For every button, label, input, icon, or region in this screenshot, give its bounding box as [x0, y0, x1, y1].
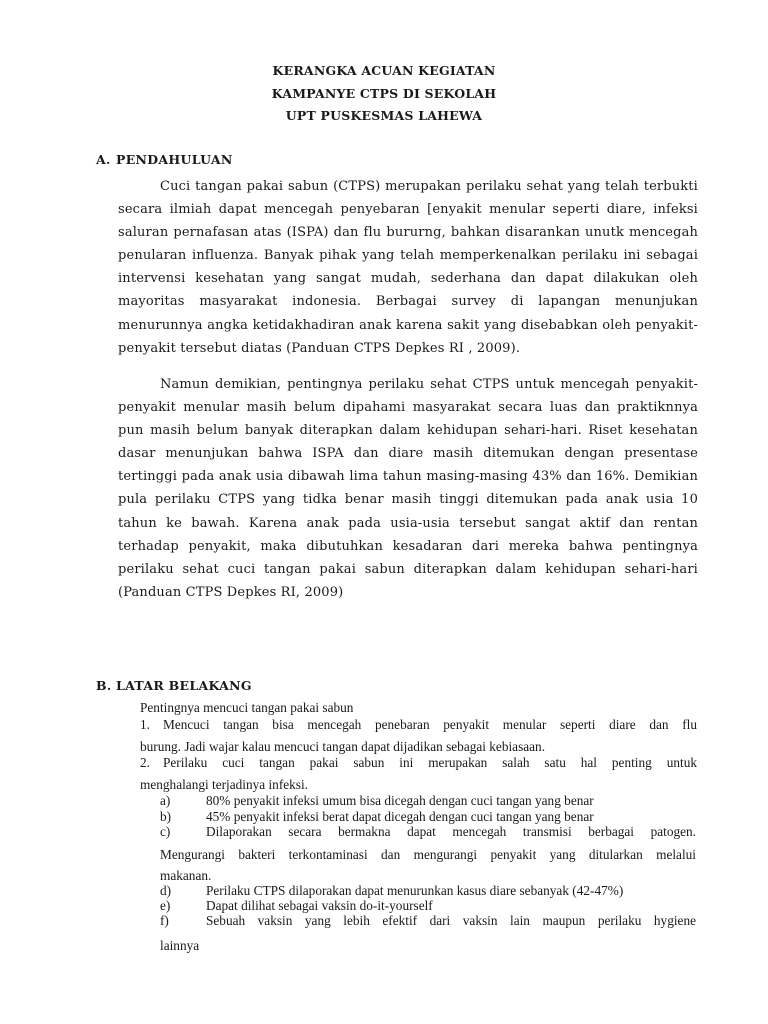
sub-item-b-text: 45% penyakit infeksi berat dapat dicegah dengan cuci tangan yang benar [206, 809, 594, 824]
paragraph-text: Namun demikian, pentingnya perilaku sehat CTPS untuk mencegah penyakit-penyakit menular masih belum dipahami masyarakat secara luas dan praktiknnya pun masih belum banyak diterapkan dalam kehidupan sehari-hari. Riset kesehatan dasar menunjukan bahwa ISPA dan diare masih ditemukan dengan presentase tertinggi pada anak usia dibawah lima tahun masing-masing 43% dan 16%. Demikian pula perilaku CTPS yang tidka benar masih tinggi ditemukan pada anak usia 10 tahun ke bawah. Karena anak pada usia-usia tersebut sangat aktif dan rentan terhadap penyakit, maka dibutuhkan kesadaran dari mereka bahwa pentingnya perilaku sehat cuci tangan pakai sabun diterapkan dalam kehidupan sehari-hari (Panduan CTPS Depkes RI, 2009) [118, 377, 698, 600]
sub-item-c-marker: c) [160, 824, 171, 839]
sub-item-a-marker: a) [160, 793, 171, 808]
title-line-1: KERANGKA ACUAN KEGIATAN [272, 63, 496, 78]
sub-item-d-text: Perilaku CTPS dilaporakan dapat menurunkan kasus diare sebanyak (42-47%) [206, 883, 624, 898]
section-b-title: LATAR BELAKANG [116, 678, 252, 693]
section-a-letter: A. [96, 152, 111, 167]
sub-item-e-text: Dapat dilihat sebagai vaksin do-it-yourself [206, 898, 433, 913]
section-b-intro: Pentingnya mencuci tangan pakai sabun [140, 700, 354, 715]
sub-item-f-line-2: lainnya [160, 938, 200, 953]
list-item-1-number: 1. [140, 717, 150, 732]
section-a-heading [96, 152, 233, 167]
sub-item-c-text: Dilaporakan secara bermakna dapat mencegah transmisi berbagai patogen. [206, 824, 696, 839]
sub-item-c-continuation-line-2: makanan. [160, 868, 212, 883]
sub-item-b-marker: b) [160, 809, 172, 824]
list-item-1-line-1: Mencuci tangan bisa mencegah penebaran penyakit menular seperti diare dan flu [163, 717, 697, 732]
section-b-letter: B. [96, 678, 112, 693]
paragraph-text: Cuci tangan pakai sabun (CTPS) merupakan perilaku sehat yang telah terbukti secara ilmiah dapat mencegah penyebaran [enyakit menular seperti diare, infeksi saluran pernafasan atas (ISPA) dan flu bururng, bahkan disarankan unutk mencegah penularan influenza. Banyak pihak yang telah memperkenalkan perilaku ini sebagai intervensi kesehatan yang sangat mudah, sederhana dan dapat dilakukan oleh mayoritas masyarakat indonesia. Berbagai survey di lapangan menunjukan menurunnya angka ketidakhadiran anak karena sakit yang disebabkan oleh penyakit-penyakit tersebut diatas (Panduan CTPS Depkes RI , 2009). [118, 179, 698, 356]
section-a-paragraph-1 [118, 175, 698, 360]
sub-item-d-marker: d) [160, 883, 172, 898]
list-item-2-number: 2. [140, 755, 150, 770]
sub-item-a-text: 80% penyakit infeksi umum bisa dicegah dengan cuci tangan yang benar [206, 793, 594, 808]
title-line-2: KAMPANYE CTPS DI SEKOLAH [271, 85, 497, 101]
sub-item-c-continuation-line-1: Mengurangi bakteri terkontaminasi dan mengurangi penyakit yang ditularkan melalui [160, 847, 696, 862]
section-b-heading [96, 678, 252, 693]
title-line-3: UPT PUSKESMAS LAHEWA [285, 108, 483, 123]
sub-item-f-text: Sebuah vaksin yang lebih efektif dari vaksin lain maupun perilaku hygiene [206, 913, 696, 928]
sub-item-f-marker: f) [160, 913, 169, 928]
list-item-2-line-1: Perilaku cuci tangan pakai sabun ini merupakan salah satu hal penting untuk [163, 755, 697, 770]
section-a-paragraph-2 [118, 373, 698, 604]
document-title [0, 60, 768, 128]
sub-item-e-marker: e) [160, 898, 171, 913]
list-item-1-line-2: burung. Jadi wajar kalau mencuci tangan dapat dijadikan sebagai kebiasaan. [140, 739, 546, 754]
list-item-2-line-2: menghalangi terjadinya infeksi. [140, 777, 309, 792]
section-a-title: PENDAHULUAN [116, 152, 233, 167]
